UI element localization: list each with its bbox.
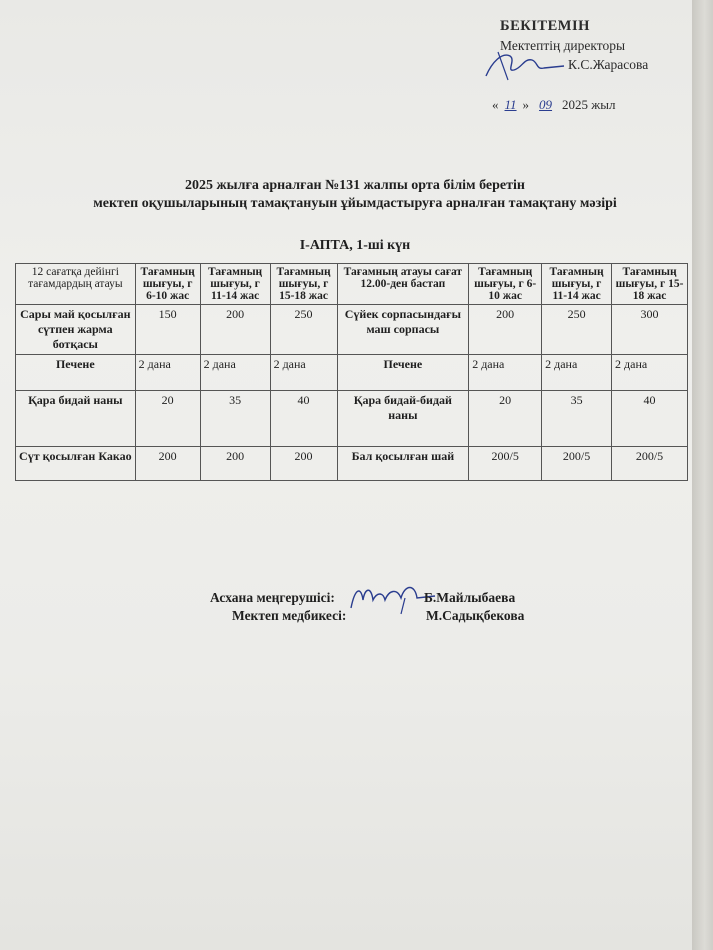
approval-date-year: 2025 жыл — [562, 97, 616, 112]
table-cell: 200 — [135, 447, 200, 481]
nurse-role: Мектеп медбикесі: — [232, 608, 347, 623]
approval-director: К.С.Жарасова — [568, 57, 649, 72]
table-row — [16, 305, 688, 355]
menu-heading-line1: 2025 жылға арналған №131 жалпы орта білім беретін — [185, 178, 525, 193]
nurse-name: М.Садықбекова — [426, 608, 525, 623]
table-cell: Сүт қосылған Какао — [16, 447, 136, 481]
table-cell: 20 — [469, 391, 542, 447]
canteen-name: Б.Майлыбаева — [424, 590, 516, 605]
table-row — [16, 447, 688, 481]
table-cell: 250 — [542, 305, 612, 355]
table-cell: 150 — [135, 305, 200, 355]
table-cell: Бал қосылған шай — [337, 447, 469, 481]
table-header-row — [16, 264, 688, 305]
table-cell: 200/5 — [612, 447, 688, 481]
menu-table — [15, 263, 688, 481]
table-cell: Печене — [16, 355, 136, 391]
table-cell: Сары май қосылған сүтпен жарма ботқасы — [16, 305, 136, 355]
table-header: Тағамның шығуы, г 6-10 жас — [135, 264, 200, 305]
signature-block — [210, 590, 525, 626]
table-cell: 200 — [469, 305, 542, 355]
table-row — [16, 391, 688, 447]
nurse-signature-row — [210, 608, 525, 626]
adjacent-page-edge — [692, 0, 713, 950]
table-cell: 2 дана — [135, 355, 200, 391]
approval-date-day: 11 — [504, 97, 517, 112]
table-cell: 200 — [200, 447, 270, 481]
table-cell: 40 — [270, 391, 337, 447]
table-cell: Печене — [337, 355, 469, 391]
table-row — [16, 355, 688, 391]
table-header: Тағамның шығуы, г 11-14 жас — [542, 264, 612, 305]
table-cell: 200 — [200, 305, 270, 355]
approval-title: БЕКІТЕМІН — [500, 18, 590, 34]
table-cell: 2 дана — [612, 355, 688, 391]
table-cell: 40 — [612, 391, 688, 447]
table-cell: 200/5 — [469, 447, 542, 481]
table-cell: 2 дана — [200, 355, 270, 391]
table-cell: 2 дана — [542, 355, 612, 391]
approval-date: « 11 » 09 2025 жыл — [492, 97, 616, 112]
table-cell: 2 дана — [270, 355, 337, 391]
approval-date-month: 09 — [539, 97, 553, 112]
table-cell: 35 — [200, 391, 270, 447]
table-cell: 250 — [270, 305, 337, 355]
table-cell: Сүйек сорпасындағы маш сорпасы — [337, 305, 469, 355]
canteen-role: Асхана меңгерушісі: — [210, 590, 335, 605]
table-cell: 2 дана — [469, 355, 542, 391]
table-cell: 200 — [270, 447, 337, 481]
week-day-title: І-АПТА, 1-ші күн — [299, 238, 411, 253]
table-header: Тағамның шығуы, г 15-18 жас — [270, 264, 337, 305]
table-header: Тағамның шығуы, г 11-14 жас — [200, 264, 270, 305]
table-header: Тағамның атауы сағат 12.00-ден бастап — [337, 264, 469, 305]
table-cell: 200/5 — [542, 447, 612, 481]
table-cell: 300 — [612, 305, 688, 355]
table-header: 12 сағатқа дейінгі тағамдардың атауы — [16, 264, 136, 305]
menu-heading-line2: мектеп оқушыларының тамақтануын ұйымдастыруға арналған тамақтану мәзірі — [93, 196, 617, 211]
table-cell: Қара бидай-бидай наны — [337, 391, 469, 447]
canteen-signature-row — [210, 590, 516, 608]
table-cell: Қара бидай наны — [16, 391, 136, 447]
director-signature — [478, 44, 568, 84]
table-header: Тағамның шығуы, г 6-10 жас — [469, 264, 542, 305]
approval-position: Мектептің директоры — [500, 38, 626, 53]
table-cell: 20 — [135, 391, 200, 447]
table-header: Тағамның шығуы, г 15-18 жас — [612, 264, 688, 305]
table-cell: 35 — [542, 391, 612, 447]
